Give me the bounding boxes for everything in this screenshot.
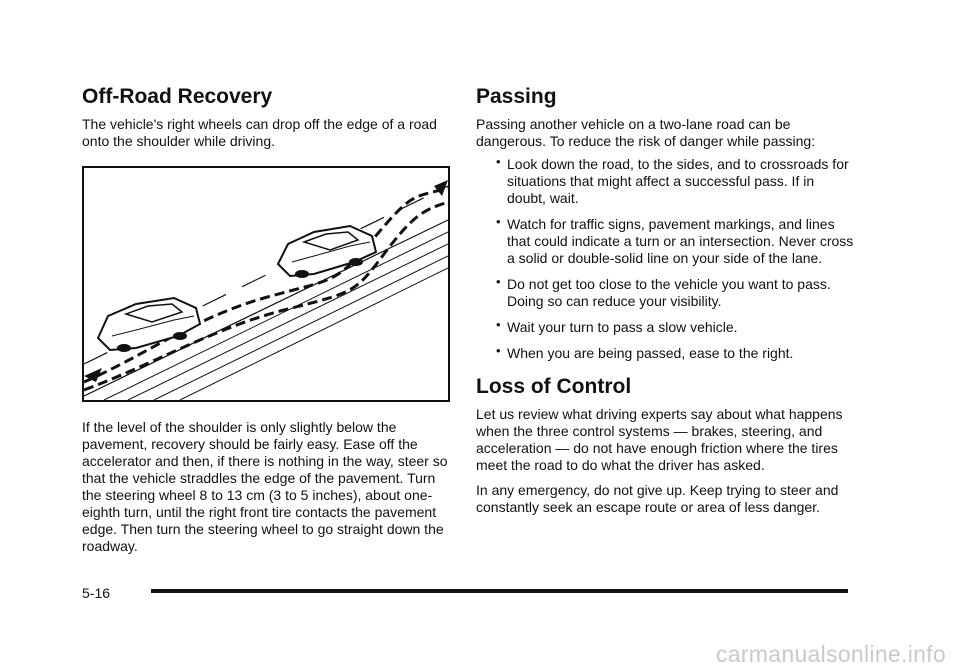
- list-item-text: Watch for traffic signs, pavement markings, and lines that could indicate a turn or an intersection. Never cross a solid or double-solid line on your side of the lane.: [507, 216, 854, 266]
- bullet-icon: •: [496, 214, 501, 229]
- page-number: 5-16: [82, 585, 111, 601]
- car-icon: [98, 298, 200, 352]
- list-item: [476, 319, 856, 336]
- car-icon-2: [278, 226, 376, 278]
- bullet-icon: •: [496, 154, 501, 169]
- shoulder-line-4: [180, 268, 448, 400]
- off-road-intro: The vehicle's right wheels can drop off the edge of a road onto the shoulder while driving.: [82, 116, 437, 149]
- loss-of-control-paragraph-2: In any emergency, do not give up. Keep trying to steer and constantly seek an escape route or area of less danger.: [476, 482, 839, 515]
- bullet-icon: •: [496, 274, 501, 289]
- watermark: carmanualsonline.info: [715, 641, 946, 667]
- loss-of-control-paragraph-1: Let us review what driving experts say about what happens when the three control systems — brakes, steering, and acceleration — do not have enough friction where the tires meet the road to do what the driver has asked.: [476, 406, 843, 473]
- list-item-text: Wait your turn to pass a slow vehicle.: [507, 319, 738, 335]
- off-road-body: If the level of the shoulder is only slightly below the pavement, recovery should be fairly easy. Ease off the accelerator and then, if there is nothing in the way, steer so that the vehicle straddles the edge of the pavement. Turn the steering wheel 8 to 13 cm (3 to 5 inches), about one-eighth turn, until the right front tire contacts the pavement edge. Then turn the steering wheel to go straight down the roadway.: [82, 419, 448, 554]
- bullet-icon: •: [496, 343, 501, 358]
- list-item: [476, 156, 856, 207]
- passing-heading: Passing: [476, 85, 557, 108]
- arrow-head-icon-2: [434, 180, 448, 196]
- passing-intro: Passing another vehicle on a two-lane road can be dangerous. To reduce the risk of danger while passing:: [476, 116, 816, 149]
- left-column: [82, 84, 454, 555]
- recovery-path-arrow: [84, 188, 448, 382]
- footer-rule: [151, 589, 848, 593]
- list-item: [476, 216, 856, 267]
- right-column: [476, 84, 856, 516]
- off-road-recovery-illustration: [82, 166, 450, 402]
- loss-of-control-heading: Loss of Control: [476, 375, 632, 398]
- list-item-text: Look down the road, to the sides, and to crossroads for situations that might affect a successful pass. If in doubt, wait.: [507, 156, 849, 206]
- list-item-text: Do not get too close to the vehicle you want to pass. Doing so can reduce your visibility.: [507, 276, 831, 309]
- list-item: [476, 345, 856, 362]
- road-diagram: [84, 168, 448, 400]
- list-item: [476, 276, 856, 310]
- off-road-recovery-heading: Off-Road Recovery: [82, 85, 273, 108]
- passing-bullet-list: [476, 156, 856, 362]
- bullet-icon: •: [496, 317, 501, 332]
- list-item-text: When you are being passed, ease to the right.: [507, 345, 794, 361]
